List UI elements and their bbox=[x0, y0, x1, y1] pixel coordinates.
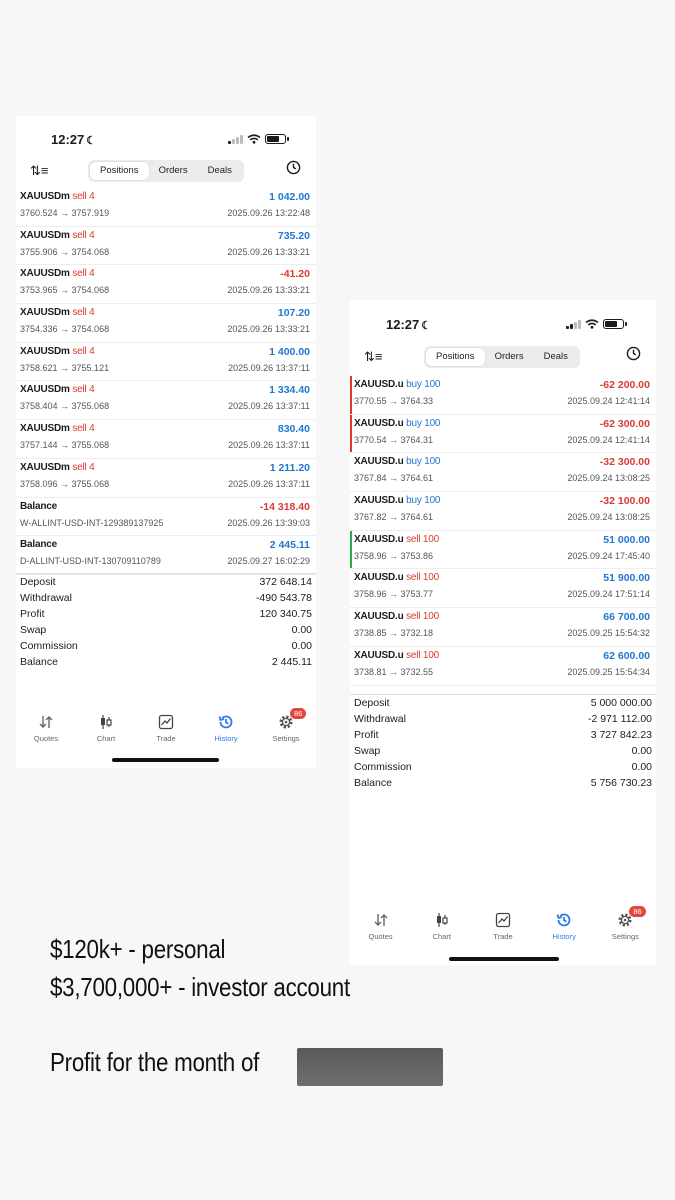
status-time: 12:27 ☾ bbox=[51, 132, 97, 147]
history-toolbar bbox=[16, 160, 316, 186]
deal-row[interactable] bbox=[16, 304, 316, 343]
deal-row[interactable] bbox=[16, 265, 316, 304]
caption-line-month: Profit for the month of bbox=[50, 1047, 260, 1077]
summary-label: Deposit bbox=[20, 576, 56, 588]
nav-label: Quotes bbox=[368, 932, 393, 941]
deal-prices: 3755.906 → 3754.068 bbox=[20, 246, 110, 257]
summary-value: 2 445.11 bbox=[271, 656, 312, 668]
summary-value: 0.00 bbox=[631, 745, 652, 757]
nav-chart[interactable] bbox=[76, 714, 136, 743]
summary-value: 5 756 730.23 bbox=[590, 777, 652, 789]
deal-prices: 3758.96 → 3753.86 bbox=[354, 550, 434, 561]
deal-profit: -32 100.00 bbox=[599, 495, 650, 508]
deal-direction: buy 100 bbox=[406, 456, 441, 468]
deal-time: 2025.09.26 13:22:48 bbox=[227, 208, 310, 218]
nav-settings[interactable] bbox=[595, 907, 655, 941]
deal-time: 2025.09.26 13:37:11 bbox=[228, 362, 310, 373]
deal-symbol: XAUUSD.u sell 100 bbox=[354, 533, 439, 545]
summary-label: Commission bbox=[20, 640, 78, 652]
deal-prices: W-ALLINT-USD-INT-129389137925 bbox=[20, 517, 164, 528]
summary-label: Commission bbox=[354, 761, 412, 773]
nav-settings[interactable] bbox=[256, 709, 316, 743]
deal-row[interactable] bbox=[16, 343, 316, 382]
deal-prices: 3738.85 → 3732.18 bbox=[354, 628, 434, 639]
deal-prices: 3770.54 → 3764.31 bbox=[354, 434, 434, 445]
deal-time: 2025.09.24 17:51:14 bbox=[567, 589, 650, 600]
deal-symbol: XAUUSDm sell 4 bbox=[20, 229, 95, 241]
account-summary bbox=[350, 694, 656, 791]
deal-symbol: XAUUSDm sell 4 bbox=[20, 345, 95, 357]
summary-label: Swap bbox=[354, 745, 381, 757]
deal-symbol: XAUUSD.u sell 100 bbox=[354, 572, 439, 584]
deal-prices: 3767.84 → 3764.61 bbox=[354, 473, 434, 484]
nav-history[interactable] bbox=[196, 714, 256, 743]
deal-profit: 51 900.00 bbox=[603, 572, 650, 585]
deal-direction: sell 4 bbox=[72, 307, 95, 319]
caption-line-investor: $3,700,000+ - investor account bbox=[50, 972, 350, 1002]
wifi-icon bbox=[247, 134, 261, 144]
nav-label: History bbox=[552, 932, 576, 941]
deal-profit: -14 318.40 bbox=[259, 500, 310, 513]
clock-icon[interactable] bbox=[626, 346, 641, 361]
deal-symbol: XAUUSDm sell 4 bbox=[20, 461, 95, 473]
deal-time: 2025.09.24 12:41:14 bbox=[567, 434, 650, 445]
summary-row bbox=[350, 759, 656, 775]
summary-label: Withdrawal bbox=[20, 592, 72, 604]
deals-list bbox=[350, 376, 656, 686]
deal-direction: sell 100 bbox=[406, 533, 439, 545]
deal-row[interactable] bbox=[16, 227, 316, 266]
deal-profit: 830.40 bbox=[277, 423, 310, 436]
summary-value: 120 340.75 bbox=[259, 608, 312, 620]
deal-row[interactable] bbox=[16, 498, 316, 537]
deal-prices: 3757.144 → 3755.068 bbox=[20, 440, 110, 451]
deal-time: 2025.09.26 13:39:03 bbox=[227, 517, 310, 528]
deal-direction: sell 4 bbox=[72, 345, 95, 357]
deal-row[interactable] bbox=[350, 608, 656, 647]
nav-quotes[interactable] bbox=[16, 714, 76, 743]
deal-row[interactable] bbox=[350, 376, 656, 415]
deal-prices: 3758.96 → 3753.77 bbox=[354, 589, 434, 600]
summary-row bbox=[16, 606, 316, 622]
nav-trade[interactable] bbox=[136, 714, 196, 743]
segmented-control bbox=[424, 346, 580, 368]
nav-label: Chart bbox=[432, 932, 451, 941]
deal-row[interactable] bbox=[350, 492, 656, 531]
deal-prices: 3754.336 → 3754.068 bbox=[20, 324, 110, 335]
deal-symbol: XAUUSD.u buy 100 bbox=[354, 417, 441, 429]
wifi-icon bbox=[585, 319, 599, 329]
deal-direction: sell 4 bbox=[72, 229, 95, 241]
deal-row[interactable] bbox=[16, 381, 316, 420]
bottom-nav bbox=[350, 907, 656, 952]
deal-prices: 3760.524 → 3757.919 bbox=[20, 208, 110, 218]
deal-row[interactable] bbox=[350, 647, 656, 686]
deal-symbol: XAUUSDm sell 4 bbox=[20, 191, 95, 202]
summary-label: Deposit bbox=[354, 697, 390, 709]
deal-prices: D-ALLINT-USD-INT-130709110789 bbox=[20, 556, 161, 567]
deal-row[interactable] bbox=[350, 569, 656, 608]
chart-icon bbox=[412, 912, 472, 928]
summary-row bbox=[16, 590, 316, 606]
deal-time: 2025.09.24 13:08:25 bbox=[567, 473, 650, 484]
history-icon bbox=[196, 714, 256, 730]
deal-prices: 3758.621 → 3755.121 bbox=[20, 362, 110, 373]
deal-profit: 1 211.20 bbox=[269, 461, 310, 474]
trade-icon bbox=[136, 714, 196, 730]
row-marker bbox=[350, 415, 352, 453]
deal-time: 2025.09.26 13:37:11 bbox=[228, 478, 310, 489]
signal-icon bbox=[228, 134, 243, 144]
deal-symbol: XAUUSD.u buy 100 bbox=[354, 456, 441, 468]
sort-icon[interactable]: ⇅≡ bbox=[364, 349, 383, 364]
deal-symbol: XAUUSD.u buy 100 bbox=[354, 379, 441, 390]
deal-direction: sell 4 bbox=[72, 423, 95, 435]
deal-time: 2025.09.26 13:37:11 bbox=[228, 440, 310, 451]
summary-value: -490 543.78 bbox=[255, 592, 312, 604]
deal-symbol: XAUUSD.u buy 100 bbox=[354, 495, 441, 507]
status-icons bbox=[228, 134, 286, 144]
tab-deals[interactable]: Deals bbox=[543, 351, 568, 362]
deal-direction: sell 4 bbox=[72, 191, 95, 202]
summary-row bbox=[350, 775, 656, 791]
summary-value: 0.00 bbox=[631, 761, 652, 773]
sort-icon[interactable]: ⇅≡ bbox=[30, 163, 49, 178]
summary-label: Profit bbox=[20, 608, 45, 620]
redaction-box bbox=[297, 1048, 443, 1086]
deal-symbol: XAUUSDm sell 4 bbox=[20, 384, 95, 396]
deal-prices: 3753.965 → 3754.068 bbox=[20, 285, 110, 296]
quotes-icon bbox=[351, 912, 411, 928]
home-indicator bbox=[112, 758, 219, 762]
history-icon bbox=[534, 912, 594, 928]
summary-row bbox=[350, 695, 656, 711]
deal-profit: 1 042.00 bbox=[269, 191, 310, 203]
summary-row bbox=[16, 638, 316, 654]
summary-label: Profit bbox=[354, 729, 379, 741]
nav-label: Settings bbox=[611, 932, 639, 941]
deal-symbol: Balance bbox=[20, 500, 57, 512]
summary-row bbox=[350, 711, 656, 727]
trade-icon bbox=[473, 912, 533, 928]
nav-label: Trade bbox=[493, 932, 513, 941]
settings-icon bbox=[595, 912, 655, 928]
deal-time: 2025.09.27 16:02:29 bbox=[227, 556, 310, 567]
deal-profit: 1 334.40 bbox=[269, 384, 310, 397]
tab-orders[interactable]: Orders bbox=[158, 165, 188, 176]
deal-row[interactable] bbox=[350, 415, 656, 454]
summary-label: Balance bbox=[354, 777, 392, 789]
deal-direction: buy 100 bbox=[406, 495, 441, 507]
deal-direction: buy 100 bbox=[406, 417, 441, 429]
nav-label: Settings bbox=[272, 734, 300, 743]
deal-row[interactable] bbox=[350, 453, 656, 492]
deal-prices: 3770.55 → 3764.33 bbox=[354, 396, 434, 406]
deal-time: 2025.09.24 17:45:40 bbox=[567, 550, 650, 561]
deal-profit: 107.20 bbox=[277, 307, 310, 320]
deal-profit: -62 200.00 bbox=[599, 379, 650, 391]
deal-symbol: XAUUSDm sell 4 bbox=[20, 268, 95, 280]
summary-value: -2 971 112.00 bbox=[587, 713, 652, 725]
phone-screenshot-personal bbox=[16, 116, 316, 768]
nav-label: Trade bbox=[156, 734, 176, 743]
notification-badge: 86 bbox=[290, 708, 306, 719]
tab-deals[interactable]: Deals bbox=[207, 165, 232, 176]
deal-time: 2025.09.25 15:54:32 bbox=[567, 628, 650, 639]
tab-positions[interactable]: Positions bbox=[426, 348, 485, 366]
summary-row bbox=[350, 743, 656, 759]
deal-row[interactable] bbox=[16, 188, 316, 227]
summary-value: 372 648.14 bbox=[259, 576, 312, 588]
tab-orders[interactable]: Orders bbox=[494, 351, 524, 362]
nav-history[interactable] bbox=[534, 912, 594, 941]
status-time: 12:27 ☾ bbox=[386, 317, 432, 332]
summary-value: 5 000 000.00 bbox=[590, 697, 652, 709]
deal-row[interactable] bbox=[16, 536, 316, 575]
deal-symbol: XAUUSD.u sell 100 bbox=[354, 611, 439, 623]
nav-label: Chart bbox=[96, 734, 116, 743]
nav-quotes[interactable] bbox=[351, 912, 411, 941]
deal-direction: sell 100 bbox=[406, 572, 439, 584]
deal-symbol: XAUUSDm sell 4 bbox=[20, 307, 95, 319]
account-summary bbox=[16, 573, 316, 670]
deal-time: 2025.09.24 12:41:14 bbox=[567, 396, 650, 406]
moon-icon: ☾ bbox=[421, 320, 432, 332]
battery-icon bbox=[265, 134, 286, 144]
quotes-icon bbox=[16, 714, 76, 730]
deal-profit: -62 300.00 bbox=[599, 417, 650, 430]
deal-direction: buy 100 bbox=[406, 379, 441, 390]
deal-direction: sell 4 bbox=[72, 268, 95, 280]
deal-prices: 3738.81 → 3732.55 bbox=[354, 666, 434, 677]
phone-screenshot-investor bbox=[350, 300, 656, 965]
deals-list bbox=[16, 188, 316, 575]
deal-profit: 1 400.00 bbox=[269, 345, 310, 358]
settings-icon bbox=[256, 714, 316, 730]
summary-row bbox=[16, 622, 316, 638]
summary-row bbox=[16, 574, 316, 590]
nav-label: History bbox=[214, 734, 238, 743]
bottom-nav bbox=[16, 709, 316, 754]
status-bar bbox=[350, 300, 656, 340]
deal-symbol: XAUUSD.u sell 100 bbox=[354, 649, 439, 661]
deal-profit: 735.20 bbox=[277, 229, 310, 242]
nav-chart[interactable] bbox=[412, 912, 472, 941]
deal-profit: 62 600.00 bbox=[603, 649, 650, 662]
signal-icon bbox=[566, 319, 581, 329]
tab-positions[interactable]: Positions bbox=[90, 162, 149, 180]
deal-prices: 3758.096 → 3755.068 bbox=[20, 478, 110, 489]
deal-symbol: Balance bbox=[20, 539, 57, 551]
status-icons bbox=[566, 319, 624, 329]
row-marker bbox=[350, 376, 352, 414]
clock-icon[interactable] bbox=[286, 160, 301, 175]
deal-row[interactable] bbox=[350, 531, 656, 570]
deal-time: 2025.09.26 13:33:21 bbox=[227, 324, 310, 335]
deal-direction: sell 100 bbox=[406, 611, 439, 623]
summary-label: Withdrawal bbox=[354, 713, 406, 725]
row-marker bbox=[350, 531, 352, 569]
deal-profit: -41.20 bbox=[280, 268, 310, 281]
deal-time: 2025.09.25 15:54:34 bbox=[567, 666, 650, 677]
summary-label: Swap bbox=[20, 624, 47, 636]
deal-symbol: XAUUSDm sell 4 bbox=[20, 423, 95, 435]
summary-value: 0.00 bbox=[291, 624, 312, 636]
nav-trade[interactable] bbox=[473, 912, 533, 941]
nav-label: Quotes bbox=[33, 734, 59, 743]
deal-direction: sell 100 bbox=[406, 649, 439, 661]
deal-prices: 3758.404 → 3755.068 bbox=[20, 401, 110, 412]
summary-row bbox=[350, 727, 656, 743]
deal-profit: -32 300.00 bbox=[599, 456, 650, 469]
summary-value: 0.00 bbox=[291, 640, 312, 652]
home-indicator bbox=[449, 957, 559, 961]
battery-icon bbox=[603, 319, 624, 329]
deal-row[interactable] bbox=[16, 420, 316, 459]
deal-direction: sell 4 bbox=[72, 461, 95, 473]
caption-line-personal: $120k+ - personal bbox=[50, 934, 226, 964]
deal-time: 2025.09.26 13:33:21 bbox=[227, 246, 310, 257]
segmented-control bbox=[88, 160, 244, 182]
deal-time: 2025.09.26 13:37:11 bbox=[228, 401, 310, 412]
summary-row bbox=[16, 654, 316, 670]
deal-time: 2025.09.26 13:33:21 bbox=[227, 285, 310, 296]
status-bar bbox=[16, 116, 316, 156]
deal-prices: 3767.82 → 3764.61 bbox=[354, 512, 434, 523]
notification-badge: 86 bbox=[629, 906, 645, 917]
summary-label: Balance bbox=[20, 656, 58, 668]
summary-value: 3 727 842.23 bbox=[590, 729, 652, 741]
deal-time: 2025.09.24 13:08:25 bbox=[567, 512, 650, 523]
deal-profit: 51 000.00 bbox=[603, 533, 650, 546]
deal-profit: 2 445.11 bbox=[269, 539, 310, 552]
deal-row[interactable] bbox=[16, 459, 316, 498]
chart-icon bbox=[76, 714, 136, 730]
deal-profit: 66 700.00 bbox=[603, 611, 650, 624]
history-toolbar bbox=[350, 346, 656, 372]
moon-icon: ☾ bbox=[86, 135, 97, 147]
deal-direction: sell 4 bbox=[72, 384, 95, 396]
